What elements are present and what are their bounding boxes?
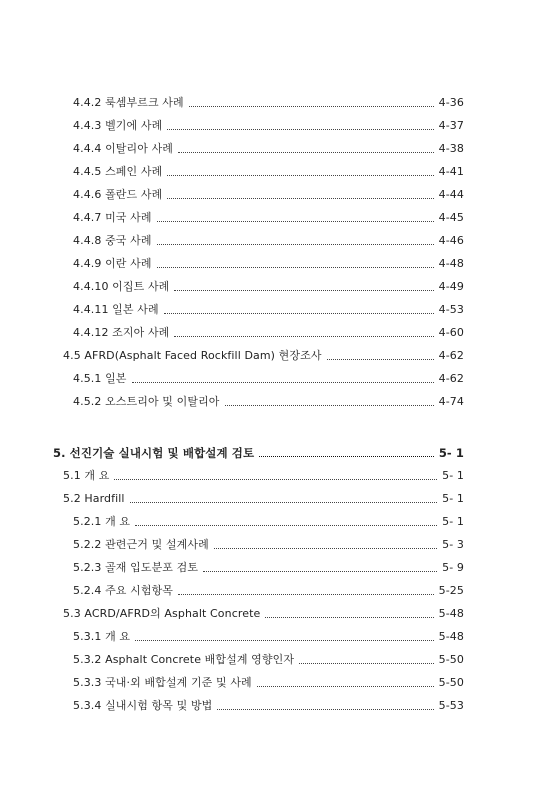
toc-entry — [73, 297, 464, 317]
toc-entry-page: 4-45 — [438, 211, 464, 224]
toc-entry-label: 4.4.10 이집트 사례 — [73, 280, 170, 293]
toc-entry-page: 5- 1 — [442, 492, 464, 505]
toc-entry-page: 4-37 — [438, 119, 464, 132]
toc-leader-dots — [167, 175, 433, 176]
toc-entry-page: 5-53 — [438, 699, 464, 712]
toc-entry-page: 5-50 — [438, 676, 464, 689]
toc-entry — [73, 205, 464, 225]
toc-leader-dots — [265, 617, 433, 618]
toc-entry-label: 5.1 개 요 — [63, 469, 110, 482]
toc-leader-dots — [114, 479, 437, 480]
toc-entry-label: 5.2.1 개 요 — [73, 515, 131, 528]
toc-entry — [73, 578, 464, 598]
toc-entry — [73, 532, 464, 552]
toc-leader-dots — [157, 244, 434, 245]
toc-entry — [73, 320, 464, 340]
toc-entry-label: 5.3.2 Asphalt Concrete 배합설계 영향인자 — [73, 653, 295, 666]
toc-entry-label: 4.4.12 조지아 사례 — [73, 326, 170, 339]
toc-leader-dots — [135, 525, 437, 526]
toc-entry — [73, 90, 464, 110]
toc-entry-page: 5-50 — [438, 653, 464, 666]
toc-entry-page: 5- 1 — [442, 515, 464, 528]
toc-entry — [63, 601, 464, 621]
toc-entry-page: 4-53 — [438, 303, 464, 316]
toc-entry-page: 4-49 — [438, 280, 464, 293]
toc-entry-label: 4.4.7 미국 사례 — [73, 211, 152, 224]
toc-entry — [73, 366, 464, 386]
toc-entry-page: 4-60 — [438, 326, 464, 339]
toc-leader-dots — [259, 456, 434, 457]
toc-entry — [73, 251, 464, 271]
toc-entry — [63, 463, 464, 483]
toc-entry-page: 5-25 — [438, 584, 464, 597]
toc-leader-dots — [174, 290, 433, 291]
toc-entry-label: 4.4.3 벨기에 사례 — [73, 119, 163, 132]
toc-entry — [73, 670, 464, 690]
toc-entry-label: 4.4.8 중국 사례 — [73, 234, 152, 247]
toc-entry-label: 4.4.4 이탈리아 사례 — [73, 142, 174, 155]
toc-entry-label: 5. 선진기술 실내시험 및 배합설계 검토 — [53, 446, 255, 460]
toc-entry-page: 4-41 — [438, 165, 464, 178]
toc-entry-page: 5- 3 — [442, 538, 464, 551]
toc-leader-dots — [178, 152, 434, 153]
toc-leader-dots — [203, 571, 437, 572]
toc-leader-dots — [217, 709, 433, 710]
toc-leader-dots — [174, 336, 433, 337]
toc-chapter-heading — [53, 440, 464, 460]
toc-entry-label: 4.4.5 스페인 사례 — [73, 165, 163, 178]
toc-entry — [63, 486, 464, 506]
toc-entry-label: 4.5 AFRD(Asphalt Faced Rockfill Dam) 현장조사 — [63, 349, 322, 362]
toc-entry — [73, 509, 464, 529]
toc-leader-dots — [225, 405, 434, 406]
toc-entry-label: 5.3.4 실내시험 항목 및 방법 — [73, 699, 213, 712]
toc-leader-dots — [257, 686, 434, 687]
toc-entry-page: 4-74 — [438, 395, 464, 408]
toc-entry-page: 5- 1 — [438, 446, 464, 460]
toc-leader-dots — [164, 313, 434, 314]
toc-entry — [73, 555, 464, 575]
toc-leader-dots — [130, 502, 438, 503]
toc-entry-page: 4-62 — [438, 349, 464, 362]
toc-entry-page: 5-48 — [438, 630, 464, 643]
toc-entry-page: 4-36 — [438, 96, 464, 109]
toc-entry-page: 5- 1 — [442, 469, 464, 482]
toc-entry — [73, 159, 464, 179]
toc-leader-dots — [157, 221, 434, 222]
toc-entry-label: 5.2.4 주요 시험항목 — [73, 584, 174, 597]
toc-entry — [73, 274, 464, 294]
toc-entry-label: 4.4.2 룩셈부르크 사례 — [73, 96, 184, 109]
toc-entry-page: 5- 9 — [442, 561, 464, 574]
toc-entry-label: 5.3 ACRD/AFRD의 Asphalt Concrete — [63, 607, 261, 620]
toc-entry-page: 5-48 — [438, 607, 464, 620]
toc-entry-label: 5.2.3 골재 입도분포 검토 — [73, 561, 199, 574]
toc-entry — [73, 693, 464, 713]
toc-entry-page: 4-62 — [438, 372, 464, 385]
toc-entry-page: 4-48 — [438, 257, 464, 270]
toc-entry — [63, 343, 464, 363]
toc-entry-label: 5.2.2 관련근거 및 설계사례 — [73, 538, 209, 551]
toc-entry-page: 4-44 — [438, 188, 464, 201]
toc-leader-dots — [214, 548, 437, 549]
toc-entry-label: 4.5.2 오스트리아 및 이탈리아 — [73, 395, 220, 408]
toc-entry-label: 4.4.9 이란 사례 — [73, 257, 152, 270]
toc-entry-page: 4-38 — [438, 142, 464, 155]
toc-leader-dots — [327, 359, 434, 360]
toc-entry-label: 4.5.1 일본 — [73, 372, 127, 385]
toc-entry-label: 4.4.11 일본 사례 — [73, 303, 159, 316]
toc-leader-dots — [167, 198, 433, 199]
toc-leader-dots — [132, 382, 434, 383]
toc-leader-dots — [299, 663, 434, 664]
toc-entry-page: 4-46 — [438, 234, 464, 247]
toc-entry-label: 5.2 Hardfill — [63, 492, 125, 505]
toc-entry — [73, 113, 464, 133]
toc-entry — [73, 228, 464, 248]
toc-leader-dots — [167, 129, 433, 130]
toc-entry — [73, 647, 464, 667]
toc-entry — [73, 182, 464, 202]
toc-leader-dots — [157, 267, 434, 268]
toc-entry — [73, 136, 464, 156]
toc-entry-label: 5.3.1 개 요 — [73, 630, 131, 643]
toc-leader-dots — [178, 594, 434, 595]
toc-entry — [73, 389, 464, 409]
toc-entry-label: 4.4.6 폴란드 사례 — [73, 188, 163, 201]
toc-entry — [73, 624, 464, 644]
toc-leader-dots — [135, 640, 433, 641]
toc-leader-dots — [189, 106, 434, 107]
toc-entry-label: 5.3.3 국내·외 배합설계 기준 및 사례 — [73, 676, 252, 689]
